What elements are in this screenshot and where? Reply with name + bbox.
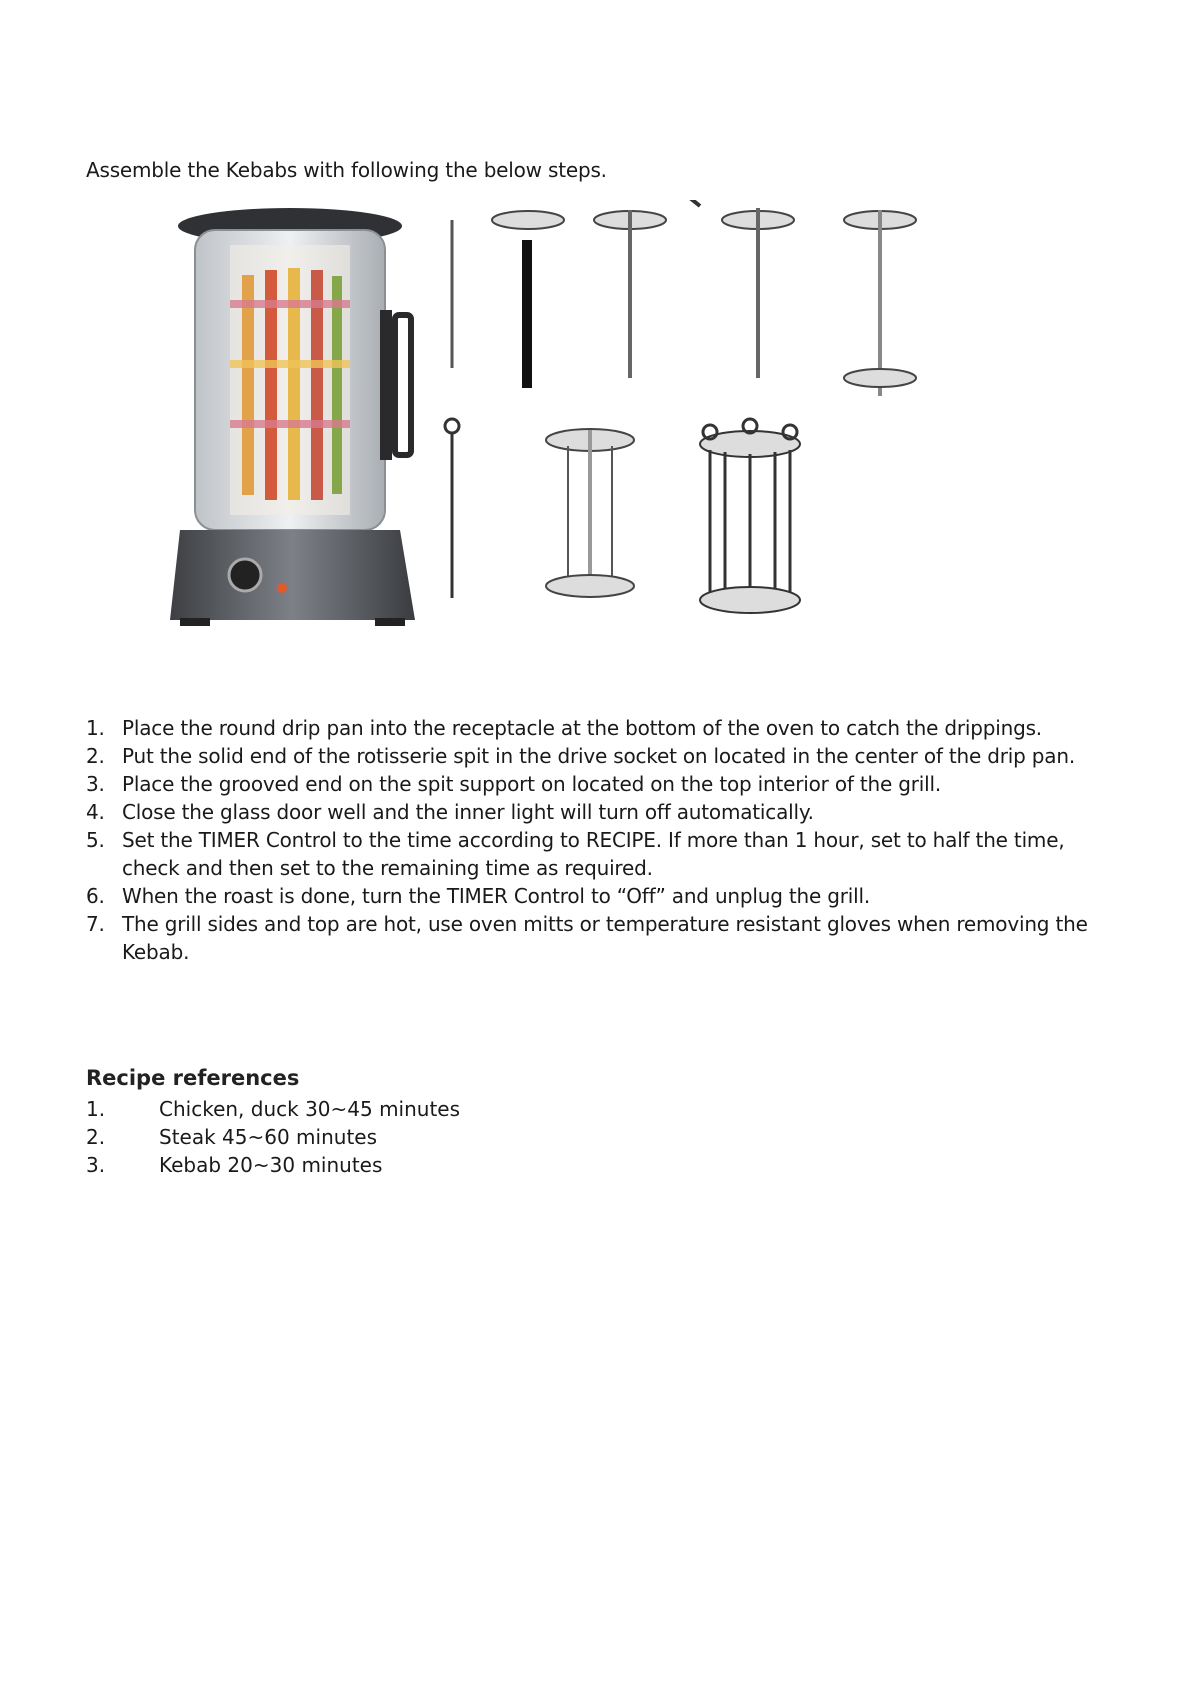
assembled-kebab-cage-icon — [700, 419, 800, 613]
step-text: Place the grooved end on the spit support on located on the top interior of the grill. — [122, 772, 941, 796]
list-item — [86, 1151, 460, 1179]
list-item — [86, 714, 1126, 742]
list-item — [86, 882, 1126, 910]
step-number: 3. — [86, 772, 105, 796]
step-text: When the roast is done, turn the TIMER Control to “Off” and unplug the grill. — [122, 884, 871, 908]
recipe-heading: Recipe references — [86, 1066, 300, 1090]
step-text: Put the solid end of the rotisserie spit in the drive socket on located in the center of the drip pan. — [122, 744, 1075, 768]
recipe-list — [86, 1095, 460, 1179]
spit-rod-icon — [492, 211, 564, 388]
list-item — [86, 770, 1126, 798]
list-item — [86, 1123, 460, 1151]
step-text: The grill sides and top are hot, use oven mitts or temperature resistant gloves when removing the Kebab. — [122, 912, 1088, 964]
spit-with-two-discs-icon — [844, 210, 916, 396]
recipe-number: 2. — [86, 1125, 106, 1149]
recipe-text: Kebab 20~30 minutes — [159, 1153, 383, 1177]
spit-with-lock-icon — [690, 200, 794, 378]
assembly-steps-list — [86, 714, 1126, 966]
step-number: 1. — [86, 716, 105, 740]
step-number: 4. — [86, 800, 105, 824]
list-item — [86, 798, 1126, 826]
step-number: 5. — [86, 828, 105, 852]
list-item — [86, 742, 1126, 770]
recipe-text: Steak 45~60 minutes — [159, 1125, 378, 1149]
step-number: 7. — [86, 912, 105, 936]
loop-skewer-icon — [445, 419, 459, 598]
step-text: Set the TIMER Control to the time according to RECIPE. If more than 1 hour, set to half the time, check and then set to the remaining time as required. — [122, 828, 1065, 880]
step-number: 6. — [86, 884, 105, 908]
spit-frame-icon — [546, 429, 634, 597]
step-number: 2. — [86, 744, 105, 768]
list-item — [86, 1095, 460, 1123]
recipe-number: 3. — [86, 1153, 106, 1177]
step-text: Close the glass door well and the inner light will turn off automatically. — [122, 800, 814, 824]
list-item — [86, 910, 1126, 966]
kebab-assembly-illustration — [170, 200, 1030, 690]
intro-text: Assemble the Kebabs with following the below steps. — [86, 158, 607, 182]
rotisserie-oven-icon — [170, 208, 415, 626]
step-text: Place the round drip pan into the receptacle at the bottom of the oven to catch the drippings. — [122, 716, 1042, 740]
list-item — [86, 826, 1126, 882]
recipe-number: 1. — [86, 1097, 106, 1121]
recipe-text: Chicken, duck 30~45 minutes — [159, 1097, 461, 1121]
spit-with-top-disc-icon — [594, 210, 666, 378]
